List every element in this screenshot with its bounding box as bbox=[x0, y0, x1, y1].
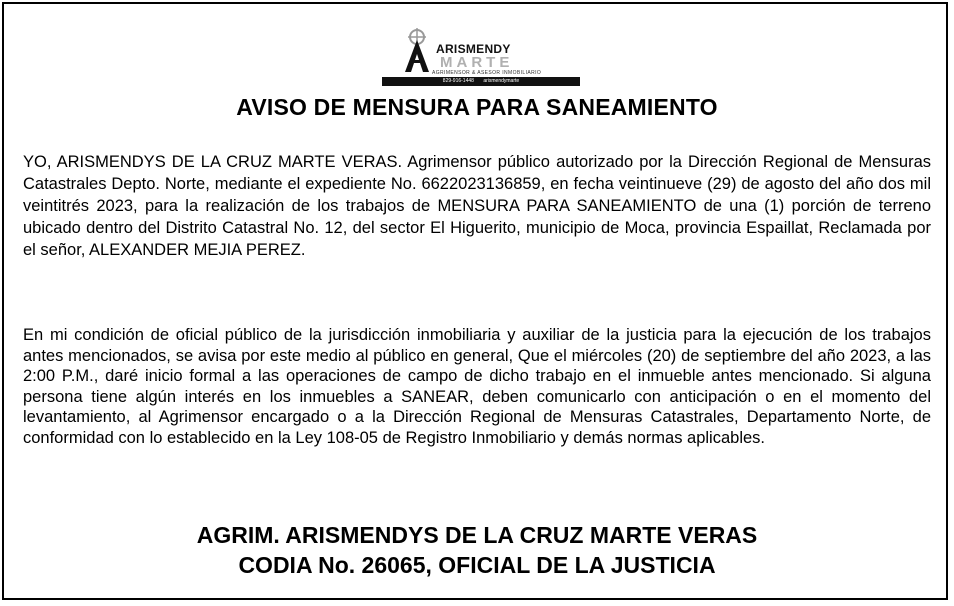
brand-name: ARISMENDY bbox=[436, 42, 511, 56]
paragraph-2: En mi condición de oficial público de la jurisdicción inmobiliaria y auxiliar de la justicia para la ejecución de los trabajos antes mencionados, se avisa por este medio al público en general, Que el miércoles (20) de septiembre del año 2023, a las 2:00 P.M., daré inicio formal a las operaciones de campo de dicho trabajo en el inmueble antes mencionado. Si alguna persona tiene algún interés en los inmuebles a SANEAR, deben comunicarlo con anticipación o en el momento del levantamiento, al Agrimensor encargado o a la Dirección Regional de Mensuras Catastrales, Departamento Norte, de conformidad con lo establecido en la Ley 108-05 de Registro Inmobiliario y demás normas aplicables. bbox=[23, 326, 931, 447]
signature-credential: CODIA No. 26065, OFICIAL DE LA JUSTICIA bbox=[238, 552, 716, 578]
contact-bar bbox=[382, 77, 580, 86]
signature-name: AGRIM. ARISMENDYS DE LA CRUZ MARTE VERAS bbox=[196, 522, 758, 548]
company-logo bbox=[382, 28, 580, 86]
surveyor-a-icon bbox=[402, 28, 432, 72]
social-handle: arismendymarte bbox=[483, 78, 520, 84]
paragraph-1: YO, ARISMENDYS DE LA CRUZ MARTE VERAS. Agrimensor público autorizado por la Dirección Regional de Mensuras Catastrales Depto. Norte, mediante el expediente No. 6622023136859, en fecha veintinueve (29) de agosto del año dos mil veintitrés 2023, para la realización de los trabajos de MENSURA PARA SANEAMIENTO de una (1) porción de terreno ubicado dentro del Distrito Catastral No. 12, del sector El Higuerito, municipio de Moca, provincia Espaillat, Reclamada por el señor, ALEXANDER MEJIA PEREZ. bbox=[23, 153, 931, 259]
brand-surname: MARTE bbox=[440, 54, 514, 71]
notice-frame bbox=[2, 2, 948, 600]
notice-title: AVISO DE MENSURA PARA SANEAMIENTO bbox=[236, 94, 718, 120]
phone-text: 829-916-1448 bbox=[442, 78, 474, 84]
brand-tagline: AGRIMENSOR & ASESOR INMOBILIARIO bbox=[432, 70, 542, 76]
